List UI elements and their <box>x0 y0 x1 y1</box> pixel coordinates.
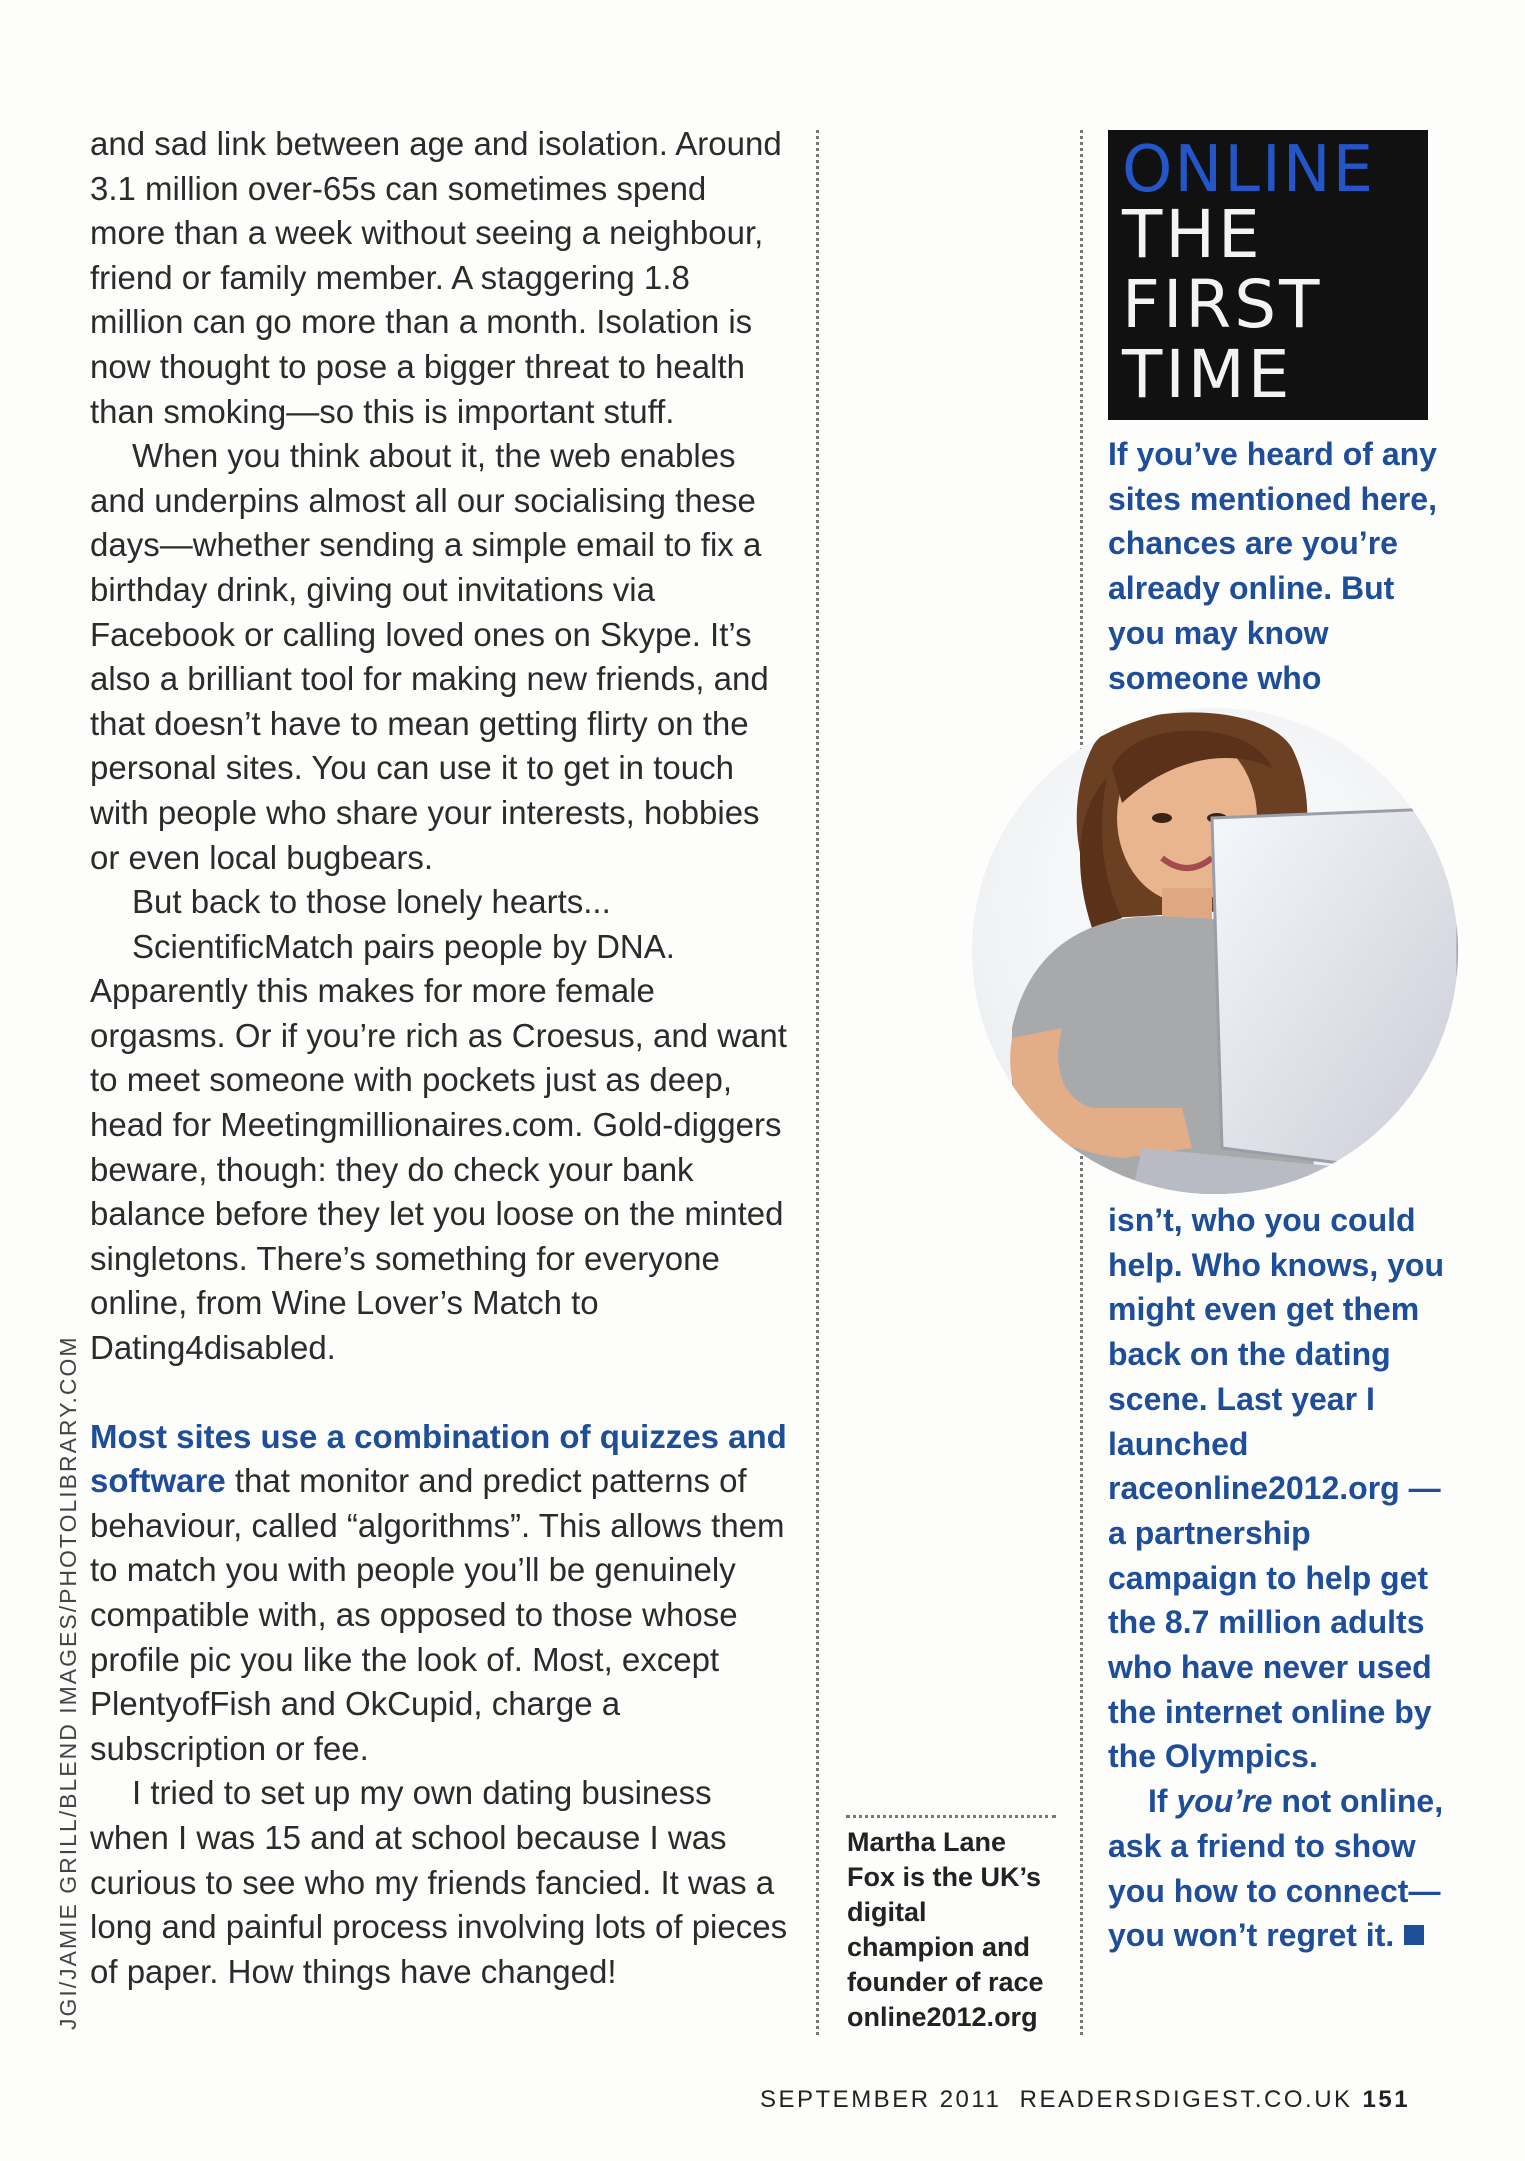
sidebar-text-span: If <box>1148 1783 1177 1820</box>
article-body <box>90 122 790 1994</box>
sidebar-text-top <box>1108 432 1448 700</box>
photo-caption: Martha Lane Fox is the UK’s digital champion and founder of race online2012.org <box>847 1827 1044 2032</box>
sidebar-title-line: ONLINE <box>1122 133 1376 207</box>
sidebar-paragraph <box>1108 1779 1448 1958</box>
sidebar-text-bottom <box>1108 1198 1448 1958</box>
caption-divider <box>846 1815 1056 1818</box>
paragraph <box>90 1415 790 1772</box>
paragraph: When you think about it, the web enables and underpins almost all our socialising these days—whether sending a simple email to fix a birthday drink, giving out invitations via Facebook or calling loved ones on Skype. It’s also a brilliant tool for making new friends, and that doesn’t have to mean getting flirty on the personal sites. You can use it to get in touch with people who share your interests, hobbies or even local bugbears. <box>90 437 769 876</box>
sidebar-paragraph: isn’t, who you could help. Who knows, you might even get them back on the dating scene. Last year I launched raceonline2012.org —a partnership campaign to help get the 8.7 million adults who have never used the internet online by the Olympics. <box>1108 1202 1444 1775</box>
photo-credit: JGI/JAMIE GRILL/BLEND IMAGES/PHOTOLIBRARY.COM <box>55 1335 81 2030</box>
footer-text: SEPTEMBER 2011 READERSDIGEST.CO.UK <box>760 2086 1353 2113</box>
sidebar-paragraph: If you’ve heard of any sites mentioned here, chances are you’re already online. But you may know someone who <box>1108 436 1437 696</box>
column-divider <box>816 130 819 2035</box>
sidebar-title-line: THE <box>1122 196 1263 273</box>
end-mark-icon <box>1404 1925 1424 1945</box>
lead-in-text: Most sites use a combination of quizzes and software <box>90 1417 787 1500</box>
sidebar-title-box <box>1108 130 1428 420</box>
photo-illustration <box>972 708 1458 1194</box>
sidebar-text-span: not online, ask a friend to show you how to connect—you won’t regret it. <box>1108 1783 1444 1954</box>
sidebar-title-line: FIRST <box>1122 266 1323 343</box>
photo-woman-laptop <box>972 708 1458 1194</box>
page-number: 151 <box>1362 2086 1411 2113</box>
sidebar-title-line: TIME <box>1122 336 1293 413</box>
paragraph-text: that monitor and predict patterns of behaviour, called “algorithms”. This allows them to match you with people you’ll be genuinely compatible with, as opposed to those whose profile pic you like the look of. Most, except PlentyofFish and OkCupid, charge a subscription or fee. <box>90 1462 785 1767</box>
paragraph: But back to those lonely hearts... <box>132 883 611 921</box>
sidebar-emphasis: you’re <box>1176 1783 1273 1820</box>
paragraph: I tried to set up my own dating business when I was 15 and at school because I was curious to see who my friends fancied. It was a long and painful process involving lots of pieces of paper. How things have changed! <box>90 1774 788 1990</box>
page-footer <box>760 2086 1410 2114</box>
paragraph: ScientificMatch pairs people by DNA. Apparently this makes for more female orgasms. Or if you’re rich as Croesus, and want to meet someone with pockets just as deep, head for Meetingmillionaires.com. Gold-diggers beware, though: they do check your bank balance before they let you loose on the minted singletons. There’s something for everyone online, from Wine Lover’s Match to Dating4disabled. <box>90 927 787 1367</box>
paragraph: and sad link between age and isolation. Around 3.1 million over-65s can sometimes spend more than a week without seeing a neighbour, friend or family member. A staggering 1.8 million can go more than a month. Isolation is now thought to pose a bigger threat to health than smoking—so this is important stuff. <box>90 125 782 430</box>
